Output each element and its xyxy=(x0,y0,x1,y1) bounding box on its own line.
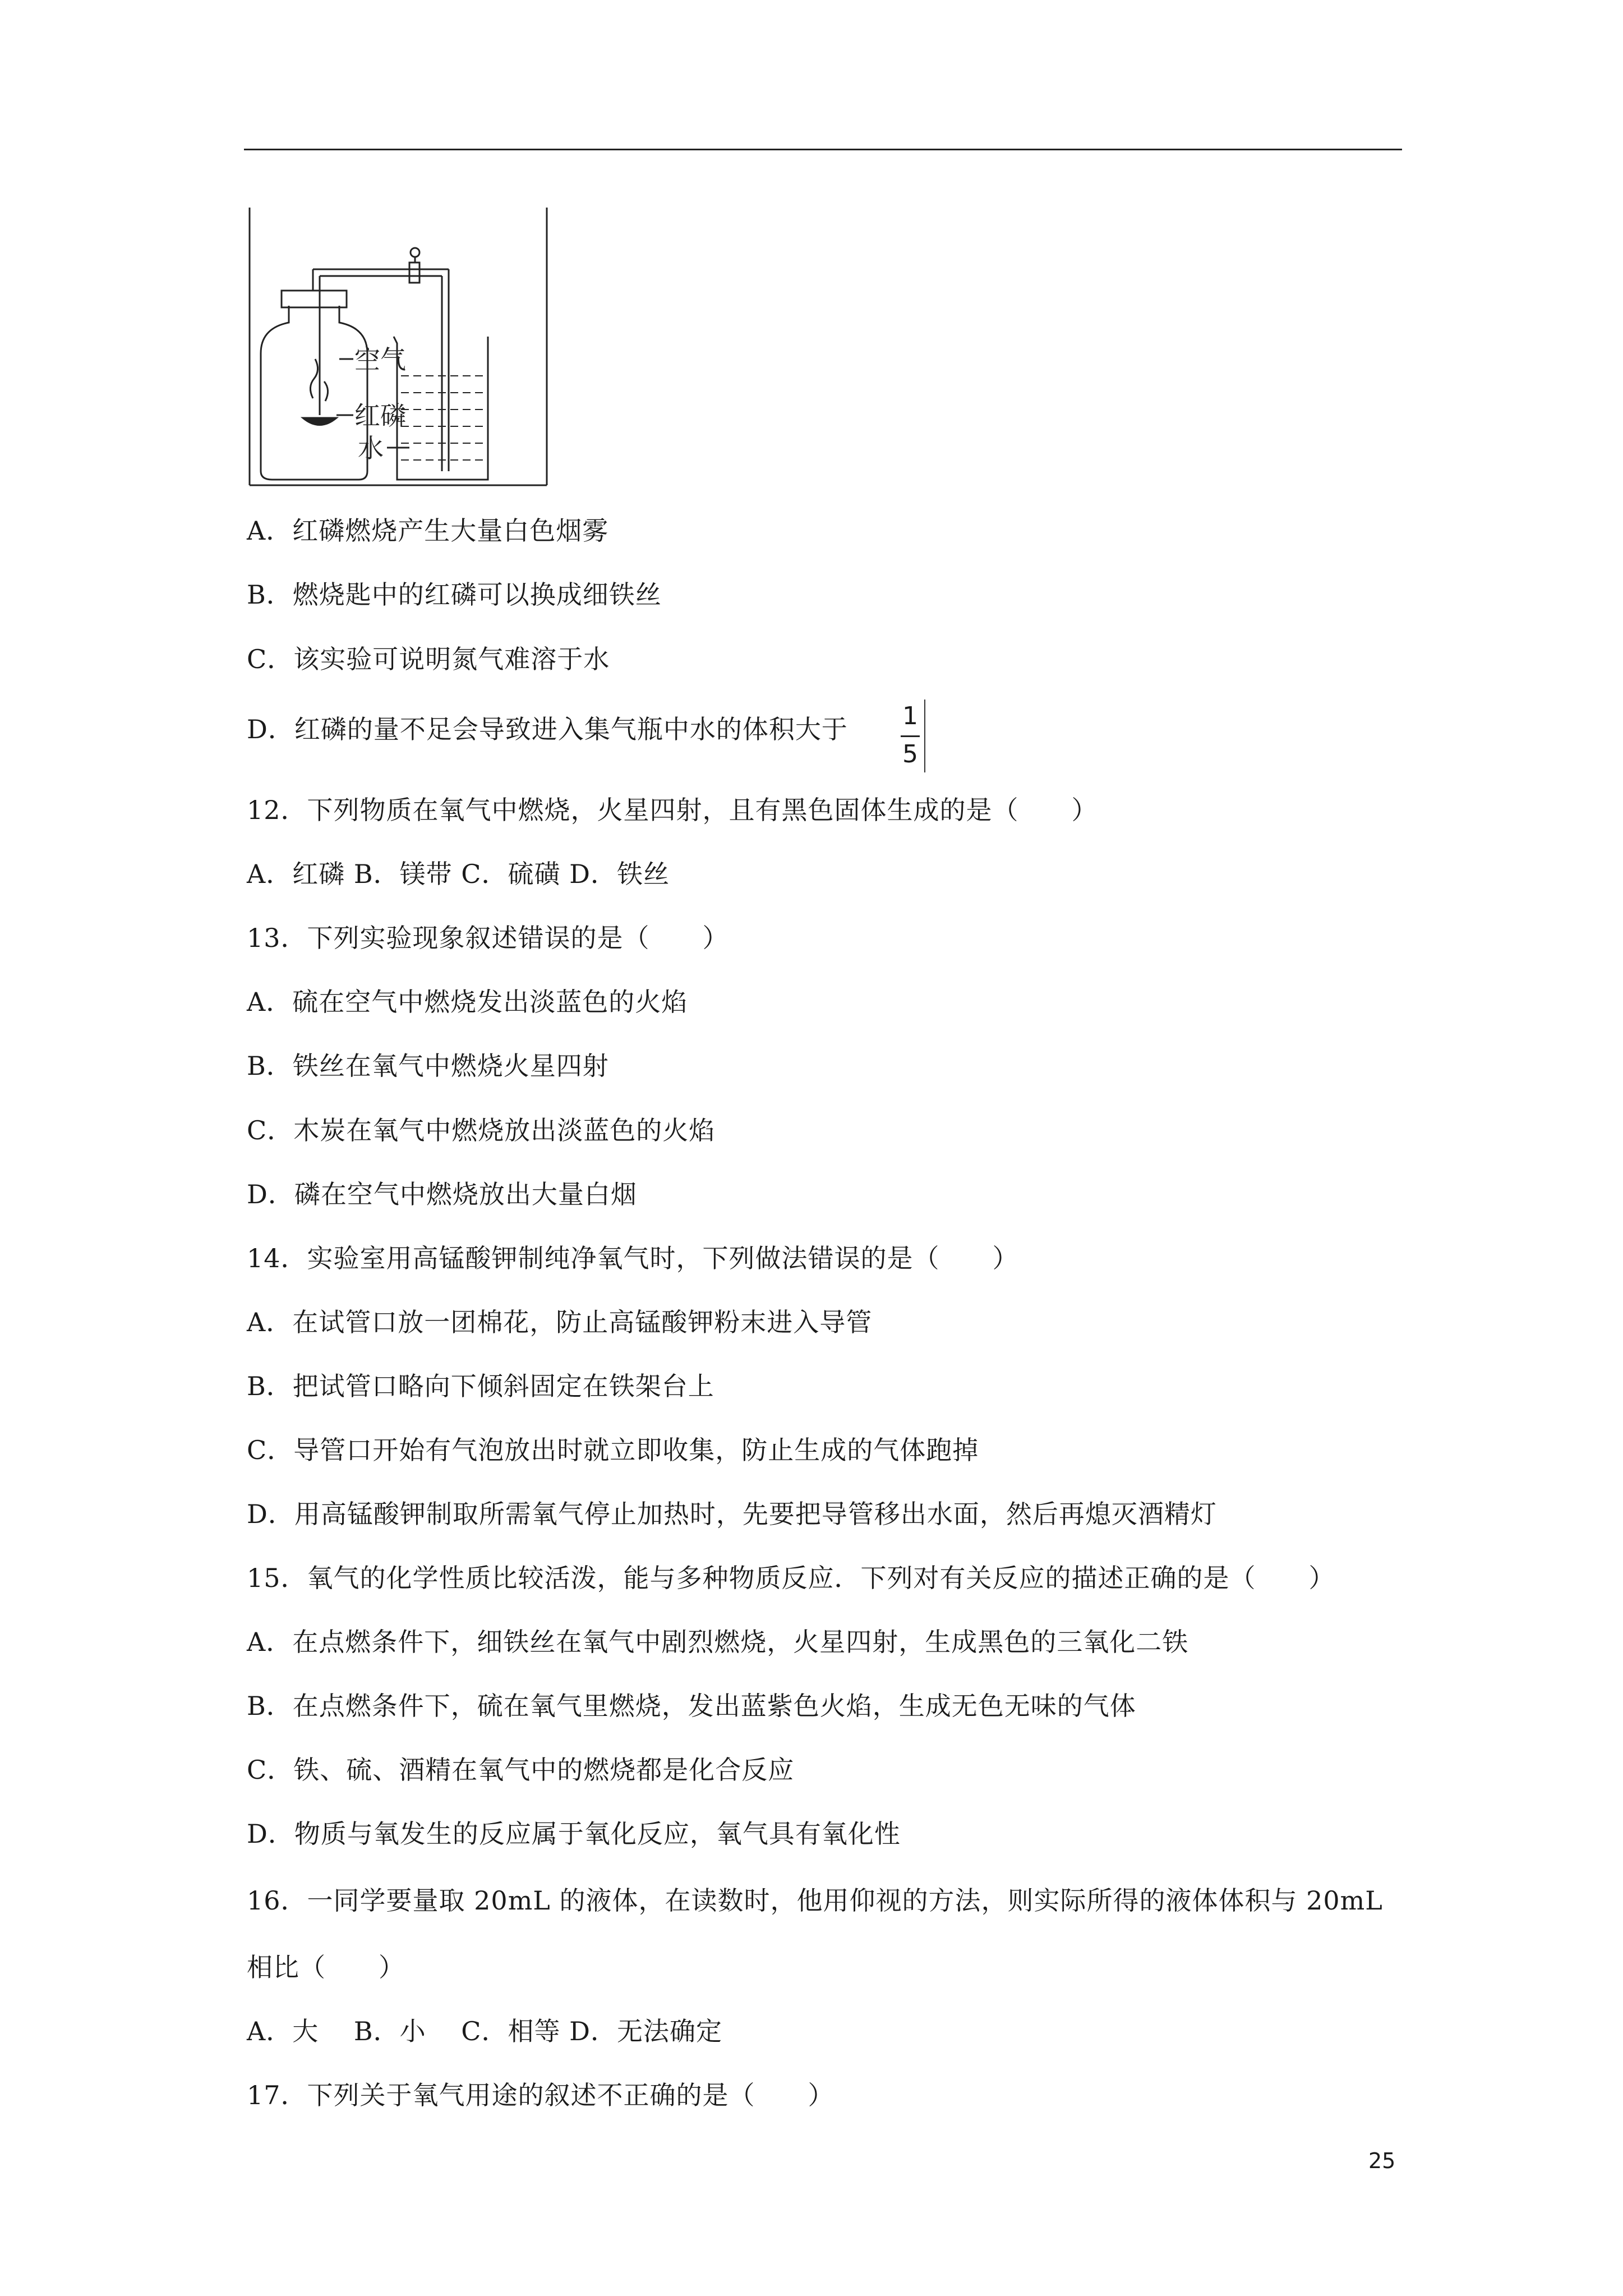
fraction-numerator: 1 xyxy=(902,702,918,730)
option-line: C．铁、硫、酒精在氧气中的燃烧都是化合反应 xyxy=(247,1755,795,1785)
question-line: 15．氧气的化学性质比较活泼，能与多种物质反应．下列对有关反应的描述正确的是（ ） xyxy=(247,1563,1335,1593)
header-rule xyxy=(244,149,1402,150)
option-line: D．物质与氧发生的反应属于氧化反应，氧气具有氧化性 xyxy=(247,1819,901,1849)
red-phosphorus-experiment-figure xyxy=(247,208,561,488)
option-line: B．把试管口略向下倾斜固定在铁架台上 xyxy=(247,1371,714,1401)
question-line: 16．一同学要量取 20mL 的液体，在读数时，他用仰视的方法，则实际所得的液体体积与 20mL xyxy=(247,1885,1383,1916)
question-line: 13．下列实验现象叙述错误的是（ ） xyxy=(247,923,729,953)
option-line: B．在点燃条件下，硫在氧气里燃烧，发出蓝紫色火焰，生成无色无味的气体 xyxy=(247,1691,1136,1721)
option-line: D．红磷的量不足会导致进入集气瓶中水的体积大于 xyxy=(247,714,848,744)
option-line: C．该实验可说明氮气难溶于水 xyxy=(247,644,610,674)
option-line: A．在点燃条件下，细铁丝在氧气中剧烈燃烧，火星四射，生成黑色的三氧化二铁 xyxy=(247,1627,1189,1657)
option-line: D．磷在空气中燃烧放出大量白烟 xyxy=(247,1179,637,1209)
fraction-one-fifth xyxy=(896,700,925,772)
question-line: 12．下列物质在氧气中燃烧，火星四射，且有黑色固体生成的是（ ） xyxy=(247,795,1098,825)
option-line: A．大 B．小 C．相等 D．无法确定 xyxy=(247,2016,722,2046)
option-line: B．铁丝在氧气中燃烧火星四射 xyxy=(247,1051,609,1081)
fraction-denominator: 5 xyxy=(902,740,918,769)
label-red-phosphorus: 红磷 xyxy=(354,401,406,431)
question-line: 14．实验室用高锰酸钾制纯净氧气时，下列做法错误的是（ ） xyxy=(247,1243,1019,1273)
option-line: C．导管口开始有气泡放出时就立即收集，防止生成的气体跑掉 xyxy=(247,1435,979,1465)
option-line: B．燃烧匙中的红磷可以换成细铁丝 xyxy=(247,579,662,610)
option-line: A．硫在空气中燃烧发出淡蓝色的火焰 xyxy=(247,987,688,1017)
option-line: A．红磷 B．镁带 C．硫磺 D．铁丝 xyxy=(247,859,670,889)
question-line: 17．下列关于氧气用途的叙述不正确的是（ ） xyxy=(247,2080,834,2110)
option-line: D．用高锰酸钾制取所需氧气停止加热时，先要把导管移出水面，然后再熄灭酒精灯 xyxy=(247,1499,1217,1529)
label-water: 水 xyxy=(358,433,384,463)
label-air: 空气 xyxy=(354,344,406,375)
option-line: C．木炭在氧气中燃烧放出淡蓝色的火焰 xyxy=(247,1115,716,1145)
fraction-bar xyxy=(901,735,920,737)
question-line-continued: 相比（ ） xyxy=(247,1952,405,1982)
page-number: 25 xyxy=(1368,2148,1396,2173)
option-line: A．在试管口放一团棉花，防止高锰酸钾粉末进入导管 xyxy=(247,1307,873,1337)
option-line: A．红磷燃烧产生大量白色烟雾 xyxy=(247,516,609,546)
